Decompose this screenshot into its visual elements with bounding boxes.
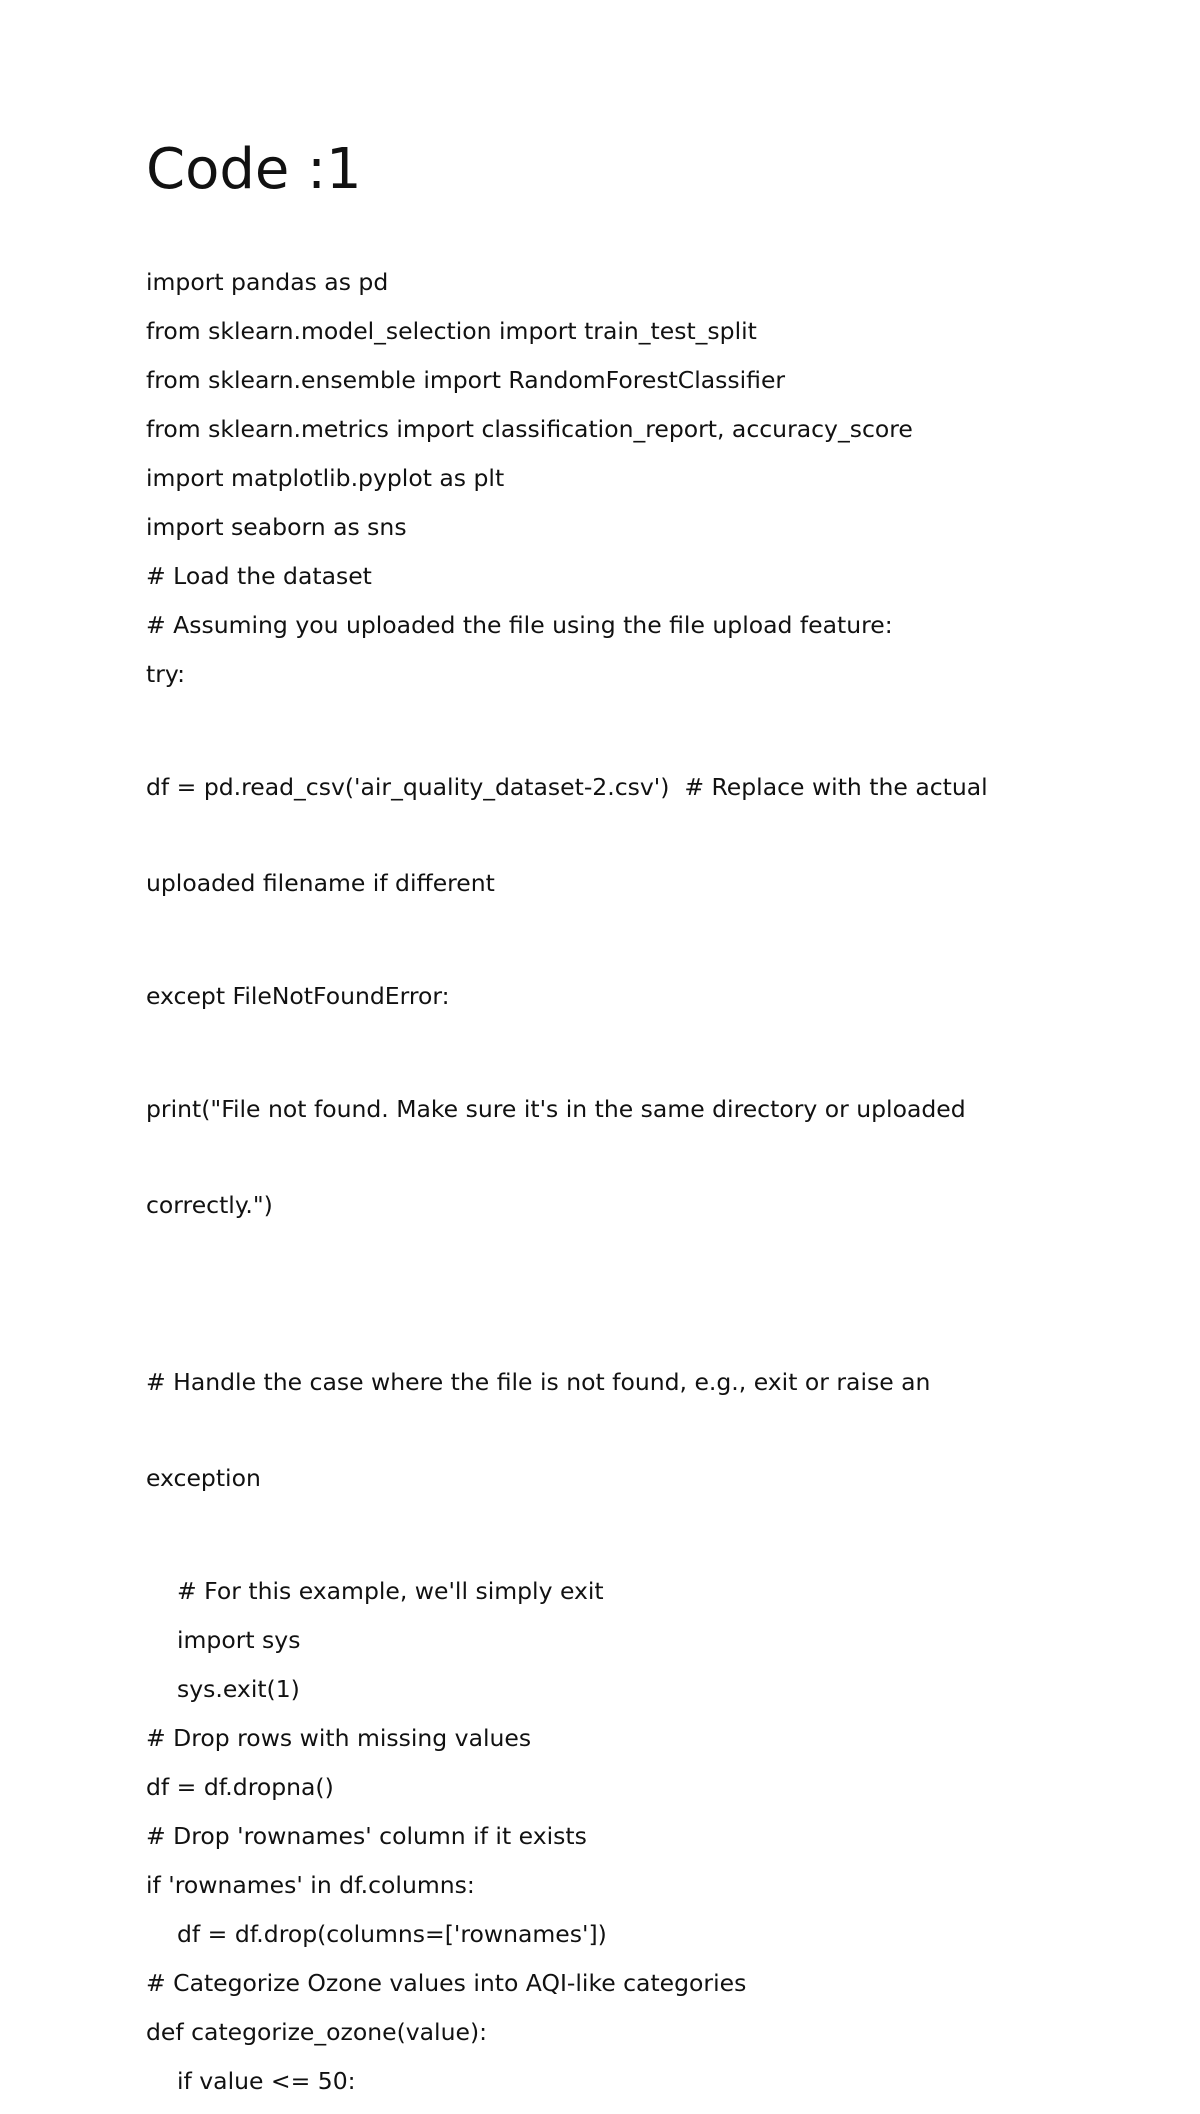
code-line-9: try: (146, 660, 185, 688)
code-line-13-block (146, 1302, 1066, 1558)
code-line-2: from sklearn.model_selection import train_test_split (146, 317, 757, 345)
code-line-23: def categorize_ozone(value): (146, 2018, 488, 2046)
code-line-10-block (146, 707, 1066, 963)
code-line-21: df = df.drop(columns=['rownames']) (177, 1920, 607, 1948)
code-line-15: import sys (177, 1626, 301, 1654)
code-line-8: # Assuming you uploaded the file using the file upload feature: (146, 611, 893, 639)
code-line-11: except FileNotFoundError: (146, 982, 450, 1010)
code-listing (146, 266, 1066, 2114)
code-line-12: print("File not found. Make sure it's in the same directory or uploaded (146, 1095, 966, 1123)
code-line-3: from sklearn.ensemble import RandomForestClassifier (146, 366, 786, 394)
code-line-14: # For this example, we'll simply exit (177, 1577, 604, 1605)
code-line-1: import pandas as pd (146, 268, 389, 296)
code-line-12-continuation: correctly.") (146, 1191, 273, 1219)
code-line-6: import seaborn as sns (146, 513, 407, 541)
code-line-17: # Drop rows with missing values (146, 1724, 532, 1752)
code-line-13-continuation: exception (146, 1464, 261, 1492)
code-line-7: # Load the dataset (146, 562, 372, 590)
code-line-10-continuation: uploaded filename if different (146, 869, 495, 897)
code-line-20: if 'rownames' in df.columns: (146, 1871, 475, 1899)
code-line-24: if value <= 50: (177, 2067, 356, 2095)
code-line-22: # Categorize Ozone values into AQI-like categories (146, 1969, 747, 1997)
code-line-16: sys.exit(1) (177, 1675, 300, 1703)
code-line-5: import matplotlib.pyplot as plt (146, 464, 505, 492)
code-line-18: df = df.dropna() (146, 1773, 334, 1801)
code-line-4: from sklearn.metrics import classification_report, accuracy_score (146, 415, 913, 443)
code-line-13: # Handle the case where the file is not found, e.g., exit or raise an (146, 1368, 931, 1396)
page-title: Code :1 (146, 137, 362, 202)
code-line-10: df = pd.read_csv('air_quality_dataset-2.csv') # Replace with the actual (146, 773, 988, 801)
code-line-19: # Drop 'rownames' column if it exists (146, 1822, 587, 1850)
code-line-12-block (146, 1029, 1066, 1285)
